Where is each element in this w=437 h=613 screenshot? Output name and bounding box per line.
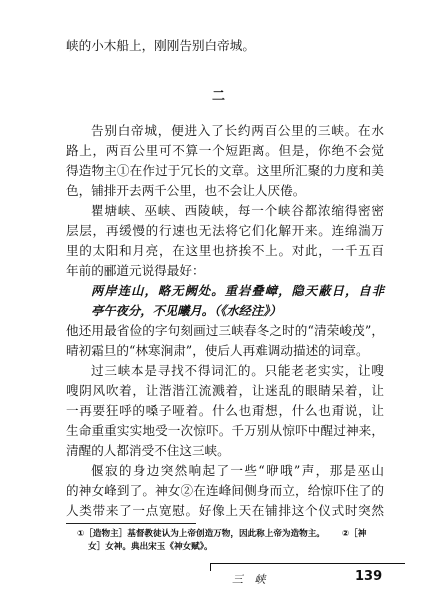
text-line: 一再要狂呼的嗓子哑着。什么也甭想，什么也甭说，让: [66, 403, 384, 418]
text-line: 偃寂的身边突然响起了一些“咿哦”声，那是巫山: [91, 463, 384, 478]
footnote-line: [77, 528, 384, 540]
running-head: 三 峡: [232, 573, 270, 586]
text-line: 层层，再缓慢的行速也无法将它们化解开来。连绵湍万: [66, 223, 384, 238]
text-line: 生命重重实实地受一次惊吓。千万别从惊吓中醒过神来，: [66, 423, 384, 438]
text-line: 的神女峰到了。神女②在连峰间侧身而立，给惊吓住了的: [66, 483, 384, 498]
text-line: 清醒的人都消受不住这三峡。: [66, 443, 230, 458]
quote-line: 亭午夜分，不见曦月。（《水经注》）: [91, 303, 282, 318]
text-line: 里的太阳和月亮，在这里也挤挨不上。对此，一千五百: [66, 243, 384, 258]
page-number: 139: [355, 569, 383, 584]
footnote-rule: [66, 523, 196, 524]
text-line: 告别白帝城，便进入了长约两百公里的三峡。在水: [91, 123, 384, 138]
text-line: 年前的郦道元说得最好：: [66, 263, 205, 278]
text-line: 瞿塘峡、巫峡、西陵峡，每一个峡谷都浓缩得密密: [91, 203, 384, 218]
quote-line: 两岸连山，略无阙处。重岩叠嶂，隐天蔽日，自非: [91, 283, 384, 298]
text-line: 得造物主①在作过于冗长的文章。这里所汇聚的力度和美: [66, 163, 384, 178]
text-line: 他还用最省俭的字句刻画过三峡春冬之时的“清荣峻茂”，: [66, 323, 384, 338]
text-line: 色，铺排开去两千公里，也不会让人厌倦。: [66, 183, 306, 198]
text-line: 路上，两百公里可不算一个短距离。但是，你绝不会觉: [66, 143, 384, 158]
text-line: 晴初霜旦的“林寒涧肃”，使后人再难调动描述的词章。: [66, 343, 369, 358]
text-line: 过三峡本是寻找不得词汇的。只能老老实实，让嗖: [91, 363, 384, 378]
footnote-2-cont: 女］女神。典出宋玉《神女赋》。: [88, 542, 213, 552]
footnote-2-start: ②［神: [341, 529, 367, 539]
section-number: 二: [211, 89, 225, 104]
footnote-1: ①［造物主］基督教徒认为上帝创造万物，因此称上帝为造物主。: [77, 529, 325, 539]
footer-rule-tick: [210, 563, 211, 571]
text-line: 峡的小木船上，刚刚告别白帝城。: [66, 38, 255, 53]
text-line: 人类带来了一点宽慰。好像上天在铺排这个仪式时突然: [66, 503, 384, 518]
text-line: 嗖阴风吹着，让湝湝江流溅着，让迷乱的眼睛呆着，让: [66, 383, 384, 398]
footer-rule: [210, 563, 405, 564]
